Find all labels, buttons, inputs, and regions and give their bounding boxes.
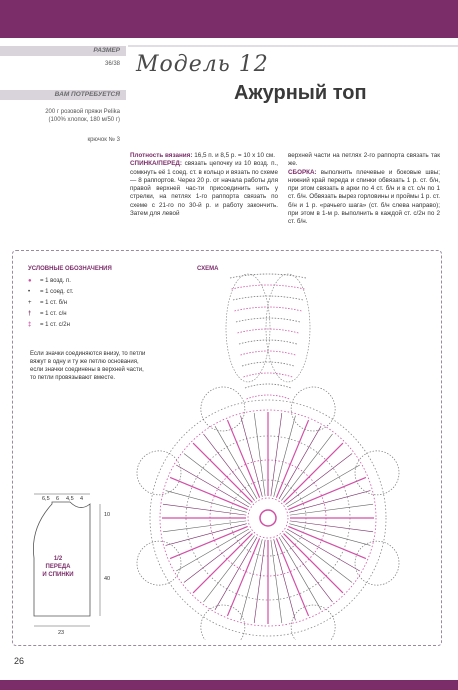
- stitch-spoke: [284, 534, 343, 593]
- chart-petal: [137, 541, 181, 585]
- stitch-spoke: [254, 540, 265, 623]
- strap-edge-left: [226, 274, 270, 382]
- back-front-label: СПИНКА/ПЕРЕД:: [130, 160, 182, 168]
- legend-title: УСЛОВНЫЕ ОБОЗНАЧЕНИЯ: [28, 266, 112, 272]
- gauge-paragraph: [130, 152, 278, 160]
- legend-item-slip: [28, 289, 73, 295]
- piece-name-1: ПЕРЕДА: [45, 564, 71, 570]
- legend-note: Если значки соединяются внизу, то петли вяжут в одну и ту же петлю основания, если значки соединены в верхней части, то петли провязывают вместе.: [30, 351, 146, 381]
- back-front-text: связать цепочку из 10 возд. п., сомкнуть её 1 соед. ст. в кольцо и вязать по схеме — 8 раппортов. Через 20 р. от начала работы для правой верхней час-ти присоединить нить у стрелки, на петлях 1-го раппорта связать по схеме с 21-го по 30-й р. и работу закончить. Затем для левой: [130, 160, 279, 218]
- crochet-diagram: [100, 268, 436, 640]
- piece-fraction: 1/2: [53, 556, 63, 562]
- need-value-2: (100% хлопок, 180 м/50 г): [48, 117, 120, 123]
- chart-petal: [201, 387, 245, 431]
- stitch-spoke: [279, 537, 321, 610]
- schema-title: СХЕМА: [197, 266, 219, 272]
- back-front-paragraph: [130, 160, 278, 218]
- measure-label: 23: [58, 630, 65, 636]
- legend-label: = 1 ст. с/2н: [40, 322, 70, 328]
- bottom-banner: [0, 680, 458, 690]
- measure-label: 6,5: [42, 496, 50, 502]
- slip-stitch-icon: •: [28, 289, 31, 295]
- size-label: РАЗМЕР: [93, 47, 120, 54]
- strap-row: [244, 373, 293, 377]
- strap-row: [245, 384, 291, 388]
- assembly-label: СБОРКА:: [288, 168, 317, 176]
- stitch-spoke: [215, 426, 257, 499]
- legend-label: = 1 возд. п.: [40, 278, 71, 284]
- strap-row: [238, 329, 299, 333]
- strap-row: [241, 351, 296, 355]
- stitch-spoke: [279, 426, 321, 499]
- legend-item-dc: [28, 311, 67, 317]
- strap-row: [235, 307, 302, 311]
- chain-stitch-icon: ●: [28, 278, 32, 284]
- title-divider: [128, 44, 458, 48]
- stitch-spoke: [284, 443, 343, 502]
- gauge-text: 16,5 п. и 8,5 р. = 10 х 10 см.: [194, 152, 275, 159]
- legend-label: = 1 ст. б/н: [40, 300, 68, 306]
- stitch-spoke: [163, 521, 246, 532]
- need-value-1: 200 г розовой пряжи Pelika: [45, 109, 120, 115]
- strap-edge-right: [266, 274, 310, 382]
- measure-label: 4: [80, 496, 84, 502]
- strap-row: [236, 318, 300, 322]
- chart-petal: [355, 451, 399, 495]
- size-value: 36/38: [104, 61, 120, 67]
- measure-label: 10: [104, 512, 111, 518]
- stitch-spoke: [290, 504, 373, 515]
- piece-name-2: И СПИНКИ: [42, 572, 74, 578]
- stitch-spoke: [274, 539, 296, 620]
- stitch-spoke: [290, 521, 373, 532]
- stitch-spoke: [193, 443, 252, 502]
- stitch-spoke: [176, 529, 249, 571]
- legend-label: = 1 ст. с/н: [40, 311, 67, 317]
- stitch-spoke: [241, 416, 263, 497]
- text-column-left: [130, 152, 278, 218]
- stitch-spoke: [254, 413, 265, 496]
- measure-label: 6: [56, 496, 60, 502]
- center-ring: [260, 510, 276, 526]
- legend-item-sc: [28, 300, 67, 306]
- legend-item-chain: [28, 278, 71, 284]
- page-number: 26: [14, 656, 25, 666]
- stitch-spoke: [166, 491, 247, 513]
- strap-row: [247, 395, 290, 399]
- need-label: ВАМ ПОТРЕБУЕТСЯ: [54, 91, 120, 98]
- single-crochet-icon: +: [28, 300, 32, 306]
- legend-item-tr: [28, 322, 70, 328]
- strap-row: [232, 285, 305, 289]
- text-column-right: [288, 152, 440, 227]
- stitch-spoke: [274, 416, 296, 497]
- stitch-spoke: [287, 465, 360, 507]
- assembly-paragraph: [288, 169, 440, 227]
- stitch-spoke: [166, 524, 247, 546]
- hook-size: крючок № 3: [87, 137, 120, 143]
- gauge-label: Плотность вязания:: [130, 152, 193, 159]
- chart-petal: [201, 605, 245, 640]
- double-crochet-icon: †: [28, 311, 32, 317]
- sidebar-info: [0, 38, 126, 150]
- top-banner: [0, 0, 458, 38]
- stitch-spoke: [271, 540, 282, 623]
- chart-round: [248, 498, 288, 538]
- strap-row: [230, 274, 306, 278]
- stitch-spoke: [271, 413, 282, 496]
- stitch-spoke: [241, 539, 263, 620]
- page-title: Ажурный топ: [234, 82, 367, 104]
- continuation-paragraph: верхней части на петлях 2-го раппорта связать так же.: [288, 152, 440, 168]
- model-number: Модель 12: [136, 52, 269, 77]
- strap-row: [239, 340, 297, 344]
- assembly-text: выполнить плечевые и боковые швы; нижний край переда и спинки обвязать 1 р. ст. б/н, при этом связать в арки по 4 ст. б/н и в ст. с/н по 1 ст. б/н. Обвязать вырез горловины и проймы 1 р. ст. б/н и 1 р. «рачьего шага» (ст. б/н слева направо); при этом в 1-м р. выполнить в каждой ст. с/2н по 2 ст. б/н.: [288, 168, 440, 226]
- stitch-spoke: [289, 524, 370, 546]
- treble-crochet-icon: ‡: [28, 322, 32, 328]
- legend-label: = 1 соед. ст.: [40, 289, 74, 295]
- strap-row: [233, 296, 303, 300]
- strap-row: [242, 362, 294, 366]
- stitch-spoke: [193, 534, 252, 593]
- measure-label: 40: [104, 576, 111, 582]
- stitch-spoke: [289, 491, 370, 513]
- stitch-spoke: [163, 504, 246, 515]
- measure-label: 4,5: [66, 496, 74, 502]
- chart-petal: [291, 605, 335, 640]
